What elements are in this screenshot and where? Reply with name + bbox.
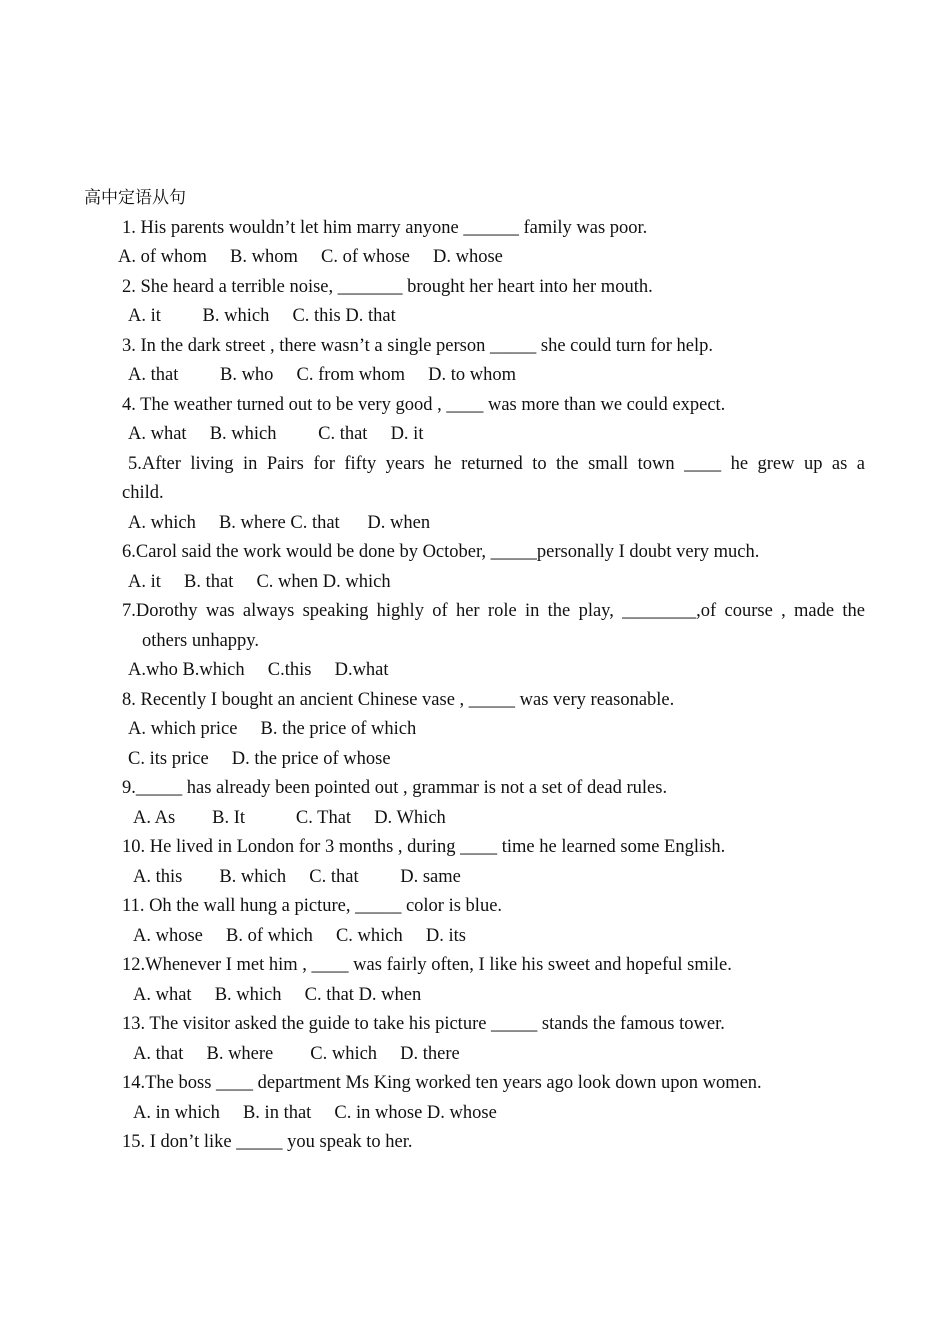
question-12-stem: 12.Whenever I met him , ____ was fairly often, I like his sweet and hopeful smile.	[122, 955, 732, 975]
question-10-stem: 10. He lived in London for 3 months , during ____ time he learned some English.	[122, 837, 726, 857]
question-10-options: A. this B. which C. that D. same	[133, 867, 461, 887]
question-6-stem: 6.Carol said the work would be done by October, _____personally I doubt very much.	[122, 542, 760, 562]
question-6-options: A. it B. that C. when D. which	[128, 572, 391, 592]
question-14-options: A. in which B. in that C. in whose D. whose	[133, 1103, 497, 1123]
question-7-stem-continued: others unhappy.	[142, 631, 259, 651]
question-2-options: A. it B. which C. this D. that	[128, 306, 396, 326]
question-13-options: A. that B. where C. which D. there	[133, 1044, 460, 1064]
question-13-stem: 13. The visitor asked the guide to take his picture _____ stands the famous tower.	[122, 1014, 725, 1034]
question-1-stem: 1. His parents wouldn’t let him marry anyone ______ family was poor.	[122, 218, 648, 238]
question-8-stem: 8. Recently I bought an ancient Chinese vase , _____ was very reasonable.	[122, 690, 675, 710]
question-5-stem-continued: child.	[122, 483, 164, 503]
question-11-stem: 11. Oh the wall hung a picture, _____ color is blue.	[122, 896, 503, 916]
question-2-stem: 2. She heard a terrible noise, _______ brought her heart into her mouth.	[122, 277, 653, 297]
question-15-stem: 15. I don’t like _____ you speak to her.	[122, 1132, 413, 1152]
question-4-stem: 4. The weather turned out to be very good , ____ was more than we could expect.	[122, 395, 726, 415]
question-11-options: A. whose B. of which C. which D. its	[133, 926, 466, 946]
question-7-stem: 7.Dorothy was always speaking highly of her role in the play, ________,of course , made the	[122, 601, 865, 621]
question-9-options: A. As B. It C. That D. Which	[133, 808, 446, 828]
question-14-stem: 14.The boss ____ department Ms King worked ten years ago look down upon women.	[122, 1073, 762, 1093]
question-3-options: A. that B. who C. from whom D. to whom	[128, 365, 516, 385]
question-7-options: A.who B.which C.this D.what	[128, 660, 389, 680]
question-5-options: A. which B. where C. that D. when	[128, 513, 431, 533]
question-5-stem: 5.After living in Pairs for fifty years he returned to the small town ____ he grew up as a	[128, 454, 865, 474]
question-12-options: A. what B. which C. that D. when	[133, 985, 422, 1005]
question-1-options: A. of whom B. whom C. of whose D. whose	[118, 247, 503, 267]
question-8-options-c-d: C. its price D. the price of whose	[128, 749, 391, 769]
question-8-options-a-b: A. which price B. the price of which	[128, 719, 417, 739]
document-title: 高中定语从句	[84, 188, 186, 208]
question-9-stem: 9._____ has already been pointed out , grammar is not a set of dead rules.	[122, 778, 668, 798]
question-3-stem: 3. In the dark street , there wasn’t a single person _____ she could turn for help.	[122, 336, 713, 356]
question-4-options: A. what B. which C. that D. it	[128, 424, 424, 444]
